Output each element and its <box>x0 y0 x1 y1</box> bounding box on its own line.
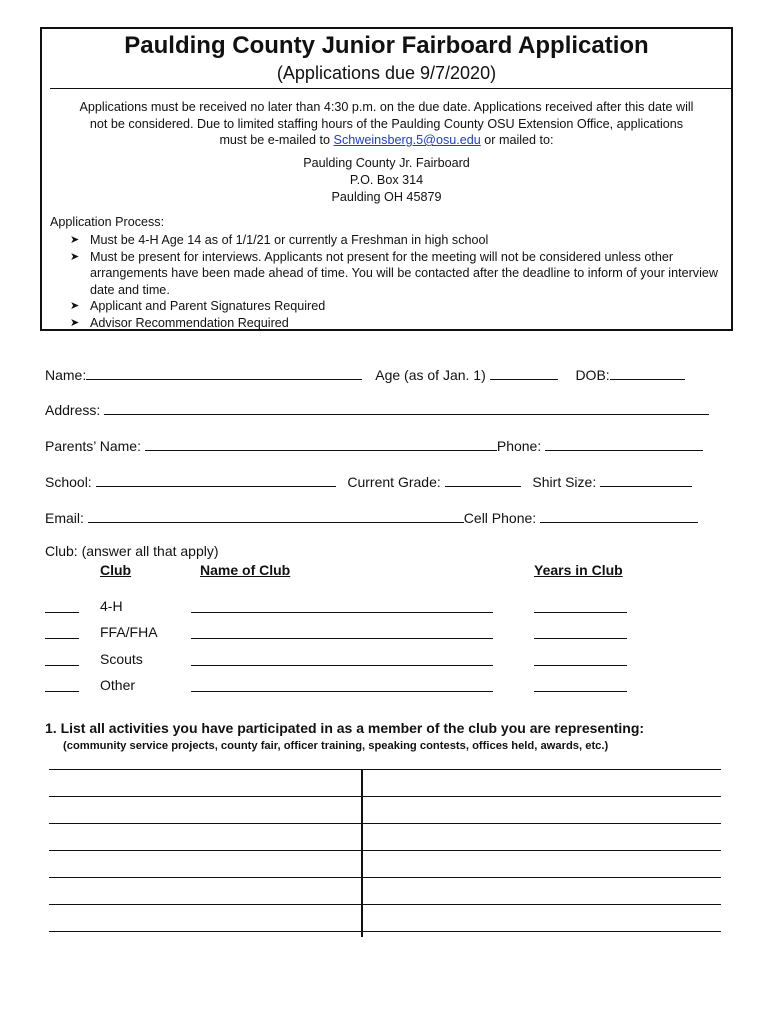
address-row <box>45 401 709 418</box>
years-field[interactable] <box>534 638 627 639</box>
name-field[interactable] <box>86 366 362 380</box>
club-name-field[interactable] <box>191 665 493 666</box>
email-link[interactable]: Schweinsberg.5@osu.edu <box>333 133 481 147</box>
age-field[interactable] <box>490 366 558 380</box>
club-check-blank[interactable] <box>45 612 79 613</box>
phone-field[interactable] <box>545 437 703 451</box>
name-label: Name: <box>45 367 87 383</box>
club-name-field[interactable] <box>191 612 493 613</box>
phone-label: Phone: <box>496 438 542 454</box>
school-label: School: <box>45 474 92 490</box>
grade-field[interactable] <box>445 473 521 487</box>
arrow-bullet-icon: ➤ <box>70 316 80 329</box>
question-1-subtext: (community service projects, county fair, officer training, speaking contests, offices held, awards, etc.) <box>63 740 609 752</box>
cell-label: Cell Phone: <box>463 510 537 526</box>
school-grade-shirt-row <box>45 473 692 490</box>
question-1-text: 1. List all activities you have participated in as a member of the club you are representing: <box>45 720 645 736</box>
club-row-ffa <box>45 624 645 644</box>
intro-line-2: not be considered. Due to limited staffing hours of the Paulding County OSU Extension Office, applications <box>89 116 684 131</box>
name-age-dob-row <box>45 366 685 383</box>
answer-column-divider <box>361 769 363 937</box>
club-name-field[interactable] <box>191 638 493 639</box>
club-type-label: Other <box>100 677 136 693</box>
answer-line <box>49 796 721 797</box>
email-field[interactable] <box>88 509 464 523</box>
grade-label: Current Grade: <box>347 474 441 490</box>
intro-line-1: Applications must be received no later than 4:30 p.m. on the due date. Applications received after this date will <box>79 100 694 114</box>
address-line-1: Paulding County Jr. Fairboard <box>303 156 470 170</box>
club-name-column-header: Name of Club <box>200 562 291 578</box>
arrow-bullet-icon: ➤ <box>70 234 80 246</box>
answer-line <box>49 877 721 878</box>
school-field[interactable] <box>96 473 336 487</box>
age-label: Age (as of Jan. 1) <box>375 367 486 383</box>
process-item: ➤ Applicant and Parent Signatures Required <box>70 299 326 313</box>
answer-line <box>49 823 721 824</box>
club-type-label: Scouts <box>100 651 143 667</box>
club-name-field[interactable] <box>191 691 493 692</box>
answer-line <box>49 904 721 905</box>
answer-line <box>49 769 721 770</box>
shirt-field[interactable] <box>600 473 692 487</box>
club-check-blank[interactable] <box>45 665 79 666</box>
email-cell-row <box>45 509 698 526</box>
intro-line-3 <box>48 132 725 149</box>
years-field[interactable] <box>534 612 627 613</box>
club-row-scouts <box>45 651 645 671</box>
header-box <box>40 27 733 331</box>
intro-line-3-pre: must be e-mailed to <box>219 133 334 147</box>
club-type-label: FFA/FHA <box>100 624 158 640</box>
email-label: Email: <box>45 510 84 526</box>
parents-label: Parents’ Name: <box>45 438 141 454</box>
title-divider <box>50 88 731 89</box>
years-column-header: Years in Club <box>534 562 623 578</box>
address-field[interactable] <box>104 401 709 415</box>
process-item: ➤ Must be 4-H Age 14 as of 1/1/21 or currently a Freshman in high school <box>70 233 489 247</box>
club-type-label: 4-H <box>100 598 123 614</box>
address-line-3: Paulding OH 45879 <box>331 190 442 204</box>
parents-phone-row <box>45 437 703 454</box>
parents-field[interactable] <box>145 437 497 451</box>
process-list <box>68 232 725 331</box>
address-line-2: P.O. Box 314 <box>349 173 424 187</box>
years-field[interactable] <box>534 691 627 692</box>
process-item: ➤ Must be present for interviews. Applicants not present for the meeting will not be considered unless other arrangements have been made ahead of time. You will be contacted after the deadline to inform of your interview date and time. <box>70 249 718 297</box>
activities-answer-grid[interactable] <box>49 769 721 937</box>
arrow-bullet-icon: ➤ <box>70 250 80 263</box>
dob-label: DOB: <box>575 367 610 383</box>
answer-line <box>49 850 721 851</box>
club-check-blank[interactable] <box>45 691 79 692</box>
dob-field[interactable] <box>610 366 685 380</box>
answer-line <box>49 931 721 932</box>
process-label: Application Process: <box>50 215 165 229</box>
club-label: Club: (answer all that apply) <box>45 543 219 559</box>
club-check-blank[interactable] <box>45 638 79 639</box>
process-item: ➤ Advisor Recommendation Required <box>70 315 289 330</box>
club-row-4h <box>45 598 645 618</box>
arrow-bullet-icon: ➤ <box>70 300 80 312</box>
cell-field[interactable] <box>540 509 698 523</box>
club-row-other <box>45 677 645 697</box>
intro-line-3-post: or mailed to: <box>480 133 554 147</box>
intro-paragraph <box>48 99 725 149</box>
years-field[interactable] <box>534 665 627 666</box>
club-column-header: Club <box>100 562 132 578</box>
page-title: Paulding County Junior Fairboard Application <box>124 32 649 59</box>
address-label: Address: <box>45 402 101 418</box>
due-date-subtitle: (Applications due 9/7/2020) <box>276 63 497 83</box>
shirt-label: Shirt Size: <box>532 474 597 490</box>
